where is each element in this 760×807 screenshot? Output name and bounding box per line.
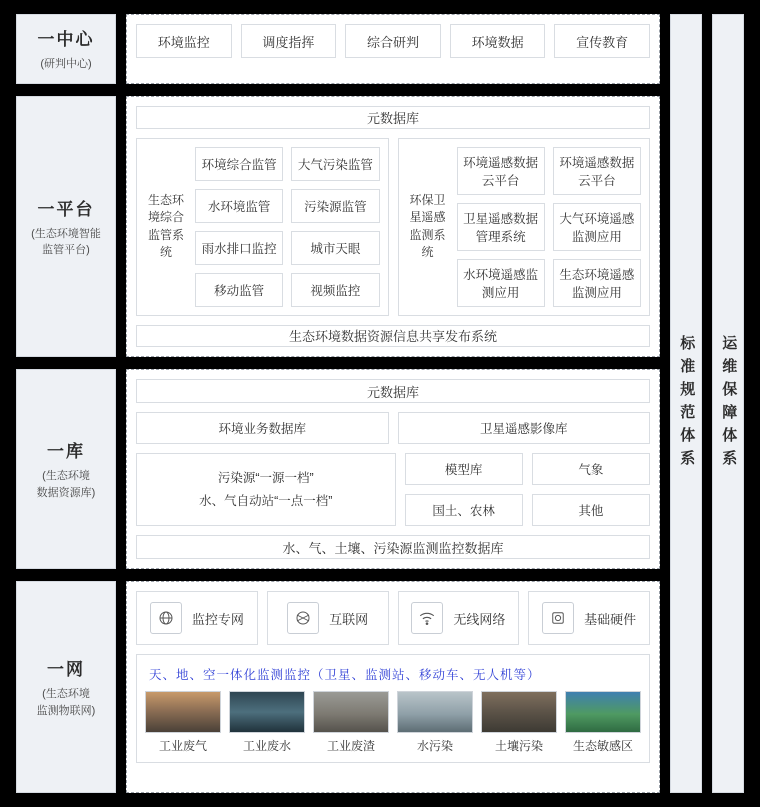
chip-item[interactable]: 气象	[532, 453, 650, 485]
chip-item[interactable]: 水环境监管	[195, 189, 283, 223]
side-standards-label: 标准规范体系	[678, 334, 696, 473]
network-item-label: 无线网络	[453, 611, 506, 627]
chip-item[interactable]: 卫星遥感数据管理系统	[457, 203, 545, 251]
globe-icon	[150, 602, 182, 634]
row-center	[16, 14, 660, 84]
photo-thumb	[145, 691, 221, 733]
photo-caption: 工业废水	[242, 739, 291, 753]
side-standards	[670, 14, 702, 793]
row-label-center	[16, 14, 116, 84]
network-item[interactable]	[136, 591, 258, 645]
row-content-platform	[126, 96, 660, 357]
photo-item[interactable]	[229, 691, 305, 754]
network-item[interactable]	[528, 591, 650, 645]
photo-thumb	[229, 691, 305, 733]
photo-item[interactable]	[397, 691, 473, 754]
system-items-integrated	[195, 147, 380, 307]
database-monitor-bar[interactable]: 水、气、土壤、污染源监测监控数据库	[136, 535, 650, 559]
chip-item[interactable]: 大气环境遥感监测应用	[553, 203, 641, 251]
chip-item[interactable]: 国土、农林	[405, 494, 523, 526]
row-title-network: 一网	[47, 660, 85, 679]
chip-item[interactable]: 综合研判	[345, 24, 441, 58]
row-subtitle-network-l2: 监测物联网)	[36, 704, 96, 717]
pollution-archive-box[interactable]	[136, 453, 396, 526]
network-item-label: 基础硬件	[584, 611, 637, 627]
chip-item[interactable]: 卫星遥感影像库	[398, 412, 651, 444]
iot-section	[136, 654, 650, 763]
row-title-database: 一库	[47, 442, 85, 461]
row-label-network	[16, 581, 116, 793]
chip-item[interactable]: 移动监管	[195, 273, 283, 307]
row-subtitle-network-l1: (生态环境	[42, 688, 90, 700]
photo-item[interactable]	[481, 691, 557, 754]
row-subtitle-database-l1: (生态环境	[42, 470, 90, 482]
iot-title: 天、地、空一体化监测监控（卫星、监测站、移动车、无人机等）	[149, 668, 541, 682]
row-content-center	[126, 14, 660, 84]
photo-thumb	[313, 691, 389, 733]
chip-item[interactable]: 环境业务数据库	[136, 412, 389, 444]
center-chip-list	[136, 24, 650, 74]
row-platform	[16, 96, 660, 357]
chip-item[interactable]: 生态环境遥感监测应用	[553, 259, 641, 307]
chip-item[interactable]: 模型库	[405, 453, 523, 485]
side-columns	[670, 14, 744, 793]
row-title-platform: 一平台	[37, 199, 95, 219]
pollution-archive-l1: 污染源“一源一档”	[217, 471, 314, 485]
row-label-database	[16, 369, 116, 569]
system-name-integrated: 生态环境综合监管系统	[147, 192, 184, 259]
chip-item[interactable]: 环境综合监管	[195, 147, 283, 181]
network-item[interactable]	[398, 591, 520, 645]
row-content-database	[126, 369, 660, 569]
row-content-network	[126, 581, 660, 793]
system-items-satellite	[457, 147, 642, 307]
network-item[interactable]	[267, 591, 389, 645]
photo-caption: 水污染	[416, 739, 453, 753]
main-column	[16, 14, 660, 793]
photo-thumb	[397, 691, 473, 733]
row-title-center: 一中心	[37, 30, 95, 50]
row-label-platform	[16, 96, 116, 357]
database-stack	[405, 453, 651, 526]
chip-item[interactable]: 雨水排口监控	[195, 231, 283, 265]
photo-item[interactable]	[145, 691, 221, 754]
photo-list	[145, 691, 641, 754]
database-mid-bars	[136, 412, 650, 444]
chip-item[interactable]: 调度指挥	[241, 24, 337, 58]
chip-item[interactable]: 环境遥感数据云平台	[553, 147, 641, 195]
chip-item[interactable]: 视频监控	[291, 273, 379, 307]
row-network	[16, 581, 660, 793]
system-box-integrated	[136, 138, 389, 316]
platform-metadata-bar[interactable]: 元数据库	[136, 106, 650, 129]
chip-item[interactable]: 城市天眼	[291, 231, 379, 265]
network-items	[136, 591, 650, 645]
wifi-icon	[411, 602, 443, 634]
photo-thumb	[565, 691, 641, 733]
row-subtitle-platform	[31, 226, 101, 259]
database-metadata-bar[interactable]: 元数据库	[136, 379, 650, 403]
side-operations	[712, 14, 744, 793]
chip-item[interactable]: 其他	[532, 494, 650, 526]
network-item-label: 互联网	[329, 611, 369, 627]
row-subtitle-network	[37, 686, 96, 719]
chip-item[interactable]: 宣传教育	[554, 24, 650, 58]
photo-caption: 土壤污染	[494, 739, 543, 753]
row-subtitle-platform-l1: (生态环境智能	[31, 227, 101, 240]
hardware-icon	[542, 602, 574, 634]
photo-caption: 工业废渣	[326, 739, 375, 753]
side-operations-label: 运维保障体系	[720, 334, 738, 473]
network-icon	[287, 602, 319, 634]
database-detail	[136, 453, 650, 526]
row-database	[16, 369, 660, 569]
chip-item[interactable]: 污染源监管	[291, 189, 379, 223]
chip-item[interactable]: 环境监控	[136, 24, 232, 58]
row-subtitle-platform-l2: 监管平台)	[42, 244, 90, 256]
photo-item[interactable]	[565, 691, 641, 754]
network-item-label: 监控专网	[191, 611, 244, 627]
system-box-satellite	[398, 138, 651, 316]
chip-item[interactable]: 环境数据	[450, 24, 546, 58]
chip-item[interactable]: 环境遥感数据云平台	[457, 147, 545, 195]
photo-caption: 生态敏感区	[572, 739, 633, 753]
system-name-satellite: 环保卫星遥感监测系统	[409, 192, 446, 259]
chip-item[interactable]: 水环境遥感监测应用	[457, 259, 545, 307]
row-subtitle-center: (研判中心)	[40, 58, 92, 71]
photo-caption: 工业废气	[158, 739, 207, 753]
chip-item[interactable]: 大气污染监管	[291, 147, 379, 181]
platform-share-bar[interactable]: 生态环境数据资源信息共享发布系统	[136, 325, 650, 348]
pollution-archive-l2: 水、气自动站“一点一档”	[199, 493, 333, 508]
row-subtitle-database	[37, 468, 96, 501]
photo-thumb	[481, 691, 557, 733]
photo-item[interactable]	[313, 691, 389, 754]
row-subtitle-database-l2: 数据资源库)	[36, 486, 96, 499]
platform-systems	[136, 138, 650, 316]
